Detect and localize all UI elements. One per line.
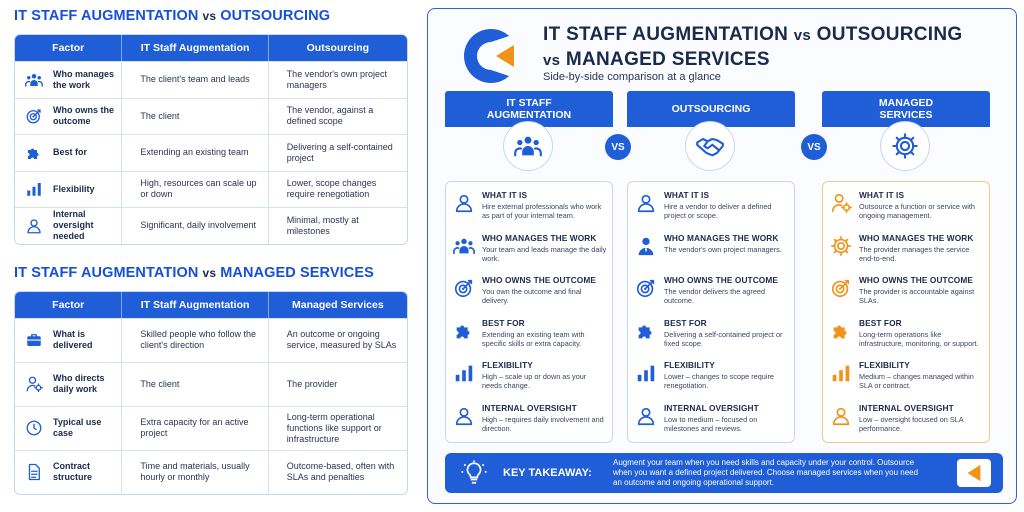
- column-item: [628, 356, 794, 399]
- person-icon: [446, 190, 482, 214]
- bar-chart-icon: [23, 180, 45, 198]
- table1-factor-label: Who manages the work: [53, 68, 115, 90]
- column-item: [446, 186, 612, 229]
- document-icon: [25, 463, 43, 481]
- table2-header-other: Managed Services: [268, 292, 407, 318]
- target-icon: [23, 107, 45, 125]
- table1-factor-label: Who owns the outcome: [53, 105, 114, 127]
- table2-header-factor: Factor: [52, 298, 85, 311]
- column-header-icon: [685, 121, 735, 171]
- person-gear-icon: [25, 375, 43, 393]
- column-item-text: Outsource a function or service with ongoing management.: [859, 202, 975, 220]
- column-item-title: WHO OWNS THE OUTCOME: [482, 275, 596, 285]
- column-body: [445, 181, 613, 443]
- briefcase-icon: [25, 331, 43, 349]
- table1-title-right: OUTSOURCING: [220, 8, 331, 24]
- table1-other-cell: Delivering a self-contained project: [268, 135, 407, 171]
- column-item: [823, 314, 989, 357]
- column-item: [823, 271, 989, 314]
- column-item: [446, 271, 612, 314]
- table2-title-vs: vs: [202, 265, 217, 280]
- bar-chart-icon: [823, 360, 859, 384]
- column-item-text: Long-term operations like infrastructure, monitoring, or support.: [859, 329, 979, 348]
- table1-other-cell: The vendor's own project managers: [268, 62, 407, 98]
- table2-factor-cell: [15, 461, 121, 483]
- column-title: MANAGED SERVICES: [878, 97, 934, 121]
- table1-header: [15, 35, 407, 61]
- puzzle-icon: [635, 320, 657, 342]
- column-item-title: WHO MANAGES THE WORK: [482, 232, 597, 243]
- table2-title: [14, 265, 410, 281]
- table2-aug-cell: Skilled people who follow the client's direction: [121, 319, 267, 362]
- table2-header: [15, 292, 407, 318]
- target-icon: [446, 275, 482, 299]
- column-item: [446, 356, 612, 399]
- table1-factor-label: Best for: [53, 147, 88, 158]
- person-gear-icon: [23, 375, 45, 393]
- panel-subtitle: Side-by-side comparison at a glance: [543, 71, 721, 83]
- target-icon: [453, 277, 475, 299]
- table2-other-cell: An outcome or ongoing service, measured by SLAs: [268, 319, 407, 362]
- table1-factor-cell: [15, 69, 121, 91]
- column-item: [446, 399, 612, 442]
- table2-row: [15, 362, 407, 406]
- panel-title-aug: IT STAFF AUGMENTATION: [543, 24, 789, 45]
- column-item-text: The vendor's own project managers.: [664, 244, 782, 254]
- table1-header-factor: Factor: [52, 42, 85, 54]
- column-1: [627, 91, 795, 433]
- table2-title-left: IT STAFF AUGMENTATION: [14, 264, 199, 281]
- column-item-text: The provider manages the service end-to-end.: [859, 244, 970, 263]
- panel-title-vs2: vs: [543, 52, 561, 69]
- person-icon: [635, 192, 657, 214]
- column-item-text: Delivering a self-contained project or fixed scope.: [664, 329, 783, 348]
- column-item-text: Low – oversight focused on SLA performance.: [859, 414, 964, 433]
- column-header-icon: [503, 121, 553, 171]
- table1-header-aug: IT Staff Augmentation: [121, 35, 267, 61]
- table2-aug-cell: Extra capacity for an active project: [121, 407, 267, 450]
- document-icon: [23, 463, 45, 481]
- table1-row: [15, 134, 407, 171]
- column-item-text: The provider is accountable against SLAs.: [859, 287, 975, 305]
- column-item: [823, 399, 989, 442]
- person-icon: [25, 217, 43, 235]
- column-body: [627, 181, 795, 443]
- target-icon: [635, 277, 657, 299]
- column-0: [445, 91, 613, 433]
- table1-factor-label: Internal oversight needed: [53, 209, 94, 242]
- column-item-text: You own the outcome and final delivery.: [482, 287, 582, 305]
- bar-chart-icon: [830, 362, 852, 384]
- table1-title-left: IT STAFF AUGMENTATION: [14, 8, 199, 24]
- panel-title-line2: [543, 48, 962, 73]
- puzzle-icon: [823, 318, 859, 342]
- team-icon: [25, 71, 43, 89]
- column-item-title: BEST FOR: [482, 317, 525, 328]
- table2-factor-label: Typical use case: [53, 417, 102, 438]
- table2-row: [15, 406, 407, 450]
- person-icon: [23, 217, 45, 235]
- table2-factor-label: Who directs daily work: [53, 373, 105, 394]
- column-item: [628, 229, 794, 272]
- panel-title: [543, 23, 962, 73]
- table2-other-cell: Outcome-based, often with SLAs and penalties: [268, 451, 407, 494]
- table1-aug-cell: Significant, daily involvement: [121, 208, 267, 244]
- bar-chart-icon: [446, 360, 482, 384]
- team-icon: [23, 71, 45, 89]
- briefcase-icon: [23, 331, 45, 349]
- column-item-title: WHO MANAGES THE WORK: [664, 232, 779, 243]
- column-item-title: BEST FOR: [859, 317, 902, 328]
- column-item-title: BEST FOR: [664, 317, 707, 328]
- bar-chart-icon: [25, 180, 43, 198]
- column-header-icon: [880, 121, 930, 171]
- team-icon: [514, 132, 542, 160]
- table2-aug-cell: The client: [121, 363, 267, 406]
- target-icon: [25, 107, 43, 125]
- table1-other-cell: Minimal, mostly at milestones: [268, 208, 407, 244]
- column-item-title: WHAT IT IS: [482, 190, 528, 200]
- column-item: [446, 229, 612, 272]
- column-item-title: WHAT IT IS: [664, 190, 710, 200]
- team-icon: [446, 233, 482, 257]
- person-icon: [628, 403, 664, 427]
- person-icon: [823, 403, 859, 427]
- column-item-title: FLEXIBILITY: [664, 360, 715, 370]
- handshake-icon: [696, 132, 724, 160]
- clock-icon: [23, 419, 45, 437]
- panel-title-managed: MANAGED SERVICES: [565, 49, 770, 70]
- target-icon: [830, 277, 852, 299]
- table1-row: [15, 61, 407, 98]
- left-comparison-area: [14, 8, 410, 495]
- panel-title-line1: [543, 23, 962, 48]
- table1-row: [15, 171, 407, 208]
- table1-row: [15, 207, 407, 244]
- column-body: [822, 181, 990, 443]
- table2: [14, 291, 408, 495]
- bar-chart-icon: [453, 362, 475, 384]
- column-item-title: WHO OWNS THE OUTCOME: [664, 275, 778, 285]
- brand-logo-icon: [462, 27, 520, 85]
- column-item-title: INTERNAL OVERSIGHT: [482, 402, 577, 413]
- person-icon: [446, 403, 482, 427]
- column-item-text: High – scale up or down as your needs change.: [482, 372, 587, 390]
- table1-factor-cell: [15, 209, 121, 242]
- person-icon: [830, 405, 852, 427]
- table2-factor-cell: [15, 417, 121, 439]
- column-item-title: INTERNAL OVERSIGHT: [664, 402, 759, 413]
- column-item: [628, 271, 794, 314]
- table1-other-cell: Lower, scope changes require renegotiation: [268, 172, 407, 208]
- clock-icon: [25, 419, 43, 437]
- column-title: IT STAFF AUGMENTATION: [486, 97, 572, 121]
- puzzle-icon: [453, 320, 475, 342]
- person-icon: [453, 192, 475, 214]
- table1-factor-label: Flexibility: [53, 183, 95, 194]
- target-icon: [823, 275, 859, 299]
- gear-icon: [891, 132, 919, 160]
- table1: [14, 34, 408, 245]
- table2-factor-cell: [15, 373, 121, 395]
- manager-icon: [635, 235, 657, 257]
- column-item-text: Your team and leads manage the daily work.: [482, 244, 607, 263]
- table2-other-cell: Long-term operational functions like support or infrastructure: [268, 407, 407, 450]
- bar-chart-icon: [628, 360, 664, 384]
- arrow-left-icon: [957, 459, 991, 487]
- column-item-text: Extending an existing team with specific skills or extra capacity.: [482, 329, 585, 348]
- table1-factor-cell: [15, 180, 121, 198]
- column-item: [823, 356, 989, 399]
- column-item: [823, 229, 989, 272]
- person-icon: [453, 405, 475, 427]
- column-item-title: WHO MANAGES THE WORK: [859, 232, 974, 243]
- column-item-text: Hire external professionals who work as part of your internal team.: [482, 202, 602, 220]
- person-icon: [628, 190, 664, 214]
- column-item-title: FLEXIBILITY: [859, 360, 910, 370]
- column-item-text: The vendor delivers the agreed outcome.: [664, 287, 766, 305]
- table2-aug-cell: Time and materials, usually hourly or monthly: [121, 451, 267, 494]
- column-item: [628, 314, 794, 357]
- table1-header-other: Outsourcing: [268, 35, 407, 61]
- key-takeaway-text: Augment your team when you need skills and capacity under your control. Outsource when you want a defined project delivered. Choose managed services when you need an outcome and ongoing operational support.: [613, 458, 919, 487]
- table1-factor-cell: [15, 105, 121, 127]
- table1-other-cell: The vendor, against a defined scope: [268, 99, 407, 135]
- table1-aug-cell: High, resources can scale up or down: [121, 172, 267, 208]
- table1-aug-cell: The client: [121, 99, 267, 135]
- bar-chart-icon: [635, 362, 657, 384]
- person-icon: [635, 405, 657, 427]
- puzzle-icon: [830, 320, 852, 342]
- comparison-panel: [427, 8, 1017, 504]
- table1-title-vs: vs: [202, 9, 217, 23]
- target-icon: [628, 275, 664, 299]
- table2-other-cell: The provider: [268, 363, 407, 406]
- vs-badge-2: VS: [801, 134, 827, 160]
- key-takeaway-banner: [445, 453, 1003, 493]
- column-item-title: FLEXIBILITY: [482, 360, 533, 370]
- table1-row: [15, 98, 407, 135]
- puzzle-icon: [23, 144, 45, 162]
- lightbulb-icon: [459, 460, 489, 486]
- table2-row: [15, 318, 407, 362]
- column-2: [822, 91, 990, 433]
- column-item-title: WHO OWNS THE OUTCOME: [859, 275, 973, 285]
- table2-header-aug: IT Staff Augmentation: [121, 292, 267, 318]
- gear-icon: [823, 233, 859, 257]
- column-item-text: Medium – changes managed within SLA or contract.: [859, 372, 974, 390]
- vs-badge-1: VS: [605, 134, 631, 160]
- column-item: [823, 186, 989, 229]
- puzzle-icon: [25, 144, 43, 162]
- column-item-text: High – requires daily involvement and direction.: [482, 414, 604, 433]
- column-item-text: Lower – changes to scope require renegotiation.: [664, 372, 774, 390]
- table2-title-right: MANAGED SERVICES: [220, 264, 374, 281]
- key-takeaway-label: KEY TAKEAWAY:: [503, 467, 592, 479]
- column-item: [628, 186, 794, 229]
- table1-aug-cell: Extending an existing team: [121, 135, 267, 171]
- table2-row: [15, 450, 407, 494]
- column-item-title: INTERNAL OVERSIGHT: [859, 402, 954, 413]
- team-icon: [453, 235, 475, 257]
- column-item-title: WHAT IT IS: [859, 190, 905, 200]
- puzzle-icon: [628, 318, 664, 342]
- table1-factor-cell: [15, 144, 121, 162]
- table1-aug-cell: The client's team and leads: [121, 62, 267, 98]
- column-title: OUTSOURCING: [671, 103, 751, 115]
- table2-factor-label: What is delivered: [53, 329, 93, 350]
- gear-icon: [830, 235, 852, 257]
- column-item-text: Hire a vendor to deliver a defined project or scope.: [664, 202, 772, 220]
- puzzle-icon: [446, 318, 482, 342]
- table2-factor-label: Contract structure: [53, 461, 93, 482]
- table2-factor-cell: [15, 329, 121, 351]
- column-item-text: Low to medium – focused on milestones and reviews.: [664, 414, 758, 433]
- person-gear-icon: [823, 190, 859, 214]
- manager-icon: [628, 233, 664, 257]
- column-item: [446, 314, 612, 357]
- table1-title: [14, 8, 410, 24]
- person-gear-icon: [830, 192, 852, 214]
- panel-title-outsourcing: OUTSOURCING: [816, 24, 963, 45]
- column-item: [628, 399, 794, 442]
- panel-title-vs1: vs: [793, 27, 812, 44]
